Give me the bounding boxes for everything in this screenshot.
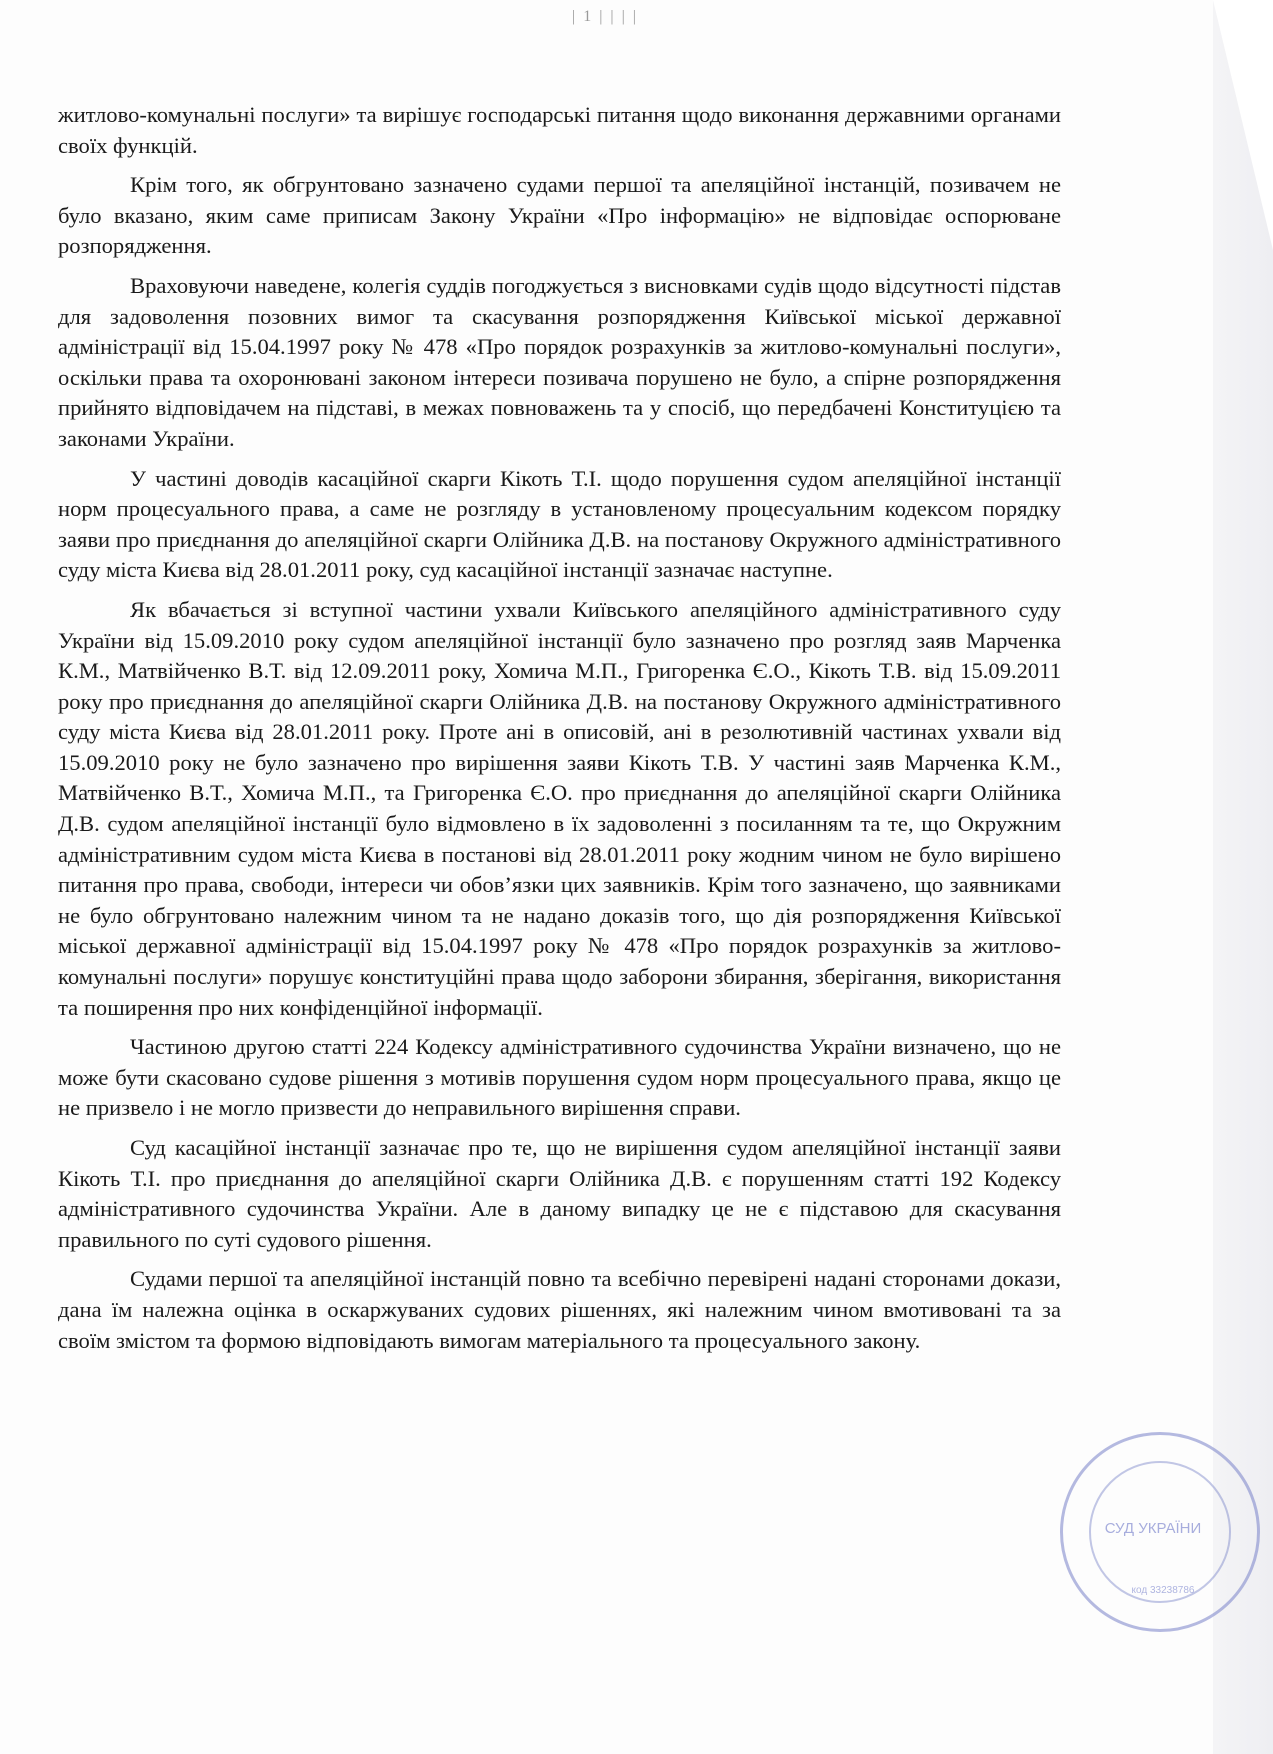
seal-code: код 33238786	[1131, 1585, 1195, 1596]
page-header-mark: | 1 | | | |	[571, 8, 638, 25]
paragraph: Як вбачається зі вступної частини ухвали Київського апеляційного адміністративного суду України від 15.09.2010 року судом апеляційної інстанції було зазначено про розгляд заяв Марченка К.М., Матвійченко В.Т. від 12.09.2011 року, Хомича М.П., Григоренка Є.О., Кікоть Т.В. від 15.09.2011 року про приєднання до апеляційної скарги Олійника Д.В. на постанову Окружного адміністративного суду міста Києва від 28.01.2011 року. Проте ані в описовій, ані в резолютивній частинах ухвали від 15.09.2010 року не було зазначено про вирішення заяви Кікоть Т.В. У частині заяв Марченка К.М., Матвійченко В.Т., Хомича М.П., та Григоренка Є.О. про приєднання до апеляційної скарги Олійника Д.В. судом апеляційної інстанції було відмовлено в їх задоволенні з посиланням та те, що Окружним адміністративним судом міста Києва в постанові від 28.01.2011 року жодним чином не було вирішено питання про права, свободи, інтереси чи обов’язки цих заявників. Крім того зазначено, що заявниками не було обгрунтовано належним чином та не надано доказів того, що дія розпорядження Київської міської державної адміністрації від 15.04.1997 року № 478 «Про порядок розрахунків за житлово-комунальні послуги» порушує конституційні права щодо заборони збирання, зберігання, використання та поширення про них конфіденційної інформації.	[58, 596, 1061, 1020]
paragraph: Крім того, як обгрунтовано зазначено судами першої та апеляційної інстанцій, позивачем не було вказано, яким саме приписам Закону України «Про інформацію» не відповідає оспорюване розпорядження.	[58, 172, 1061, 259]
paragraph: У частині доводів касаційної скарги Кікоть Т.І. щодо порушення судом апеляційної інстанції норм процесуального права, а саме не розгляду в установленому процесуальним кодексом порядку заяви про приєднання до апеляційної скарги Олійника Д.В. на постанову Окружного адміністративного суду міста Києва від 28.01.2011 року, суд касаційної інстанції зазначає наступне.	[58, 465, 1061, 583]
paragraph: Суд касаційної інстанції зазначає про те, що не вирішення судом апеляційної інстанції заяви Кікоть Т.І. про приєднання до апеляційної скарги Олійника Д.В. є порушенням статті 192 Кодексу адміністративного судочинства України. Але в даному випадку це не є підставою для скасування правильного по суті судового рішення.	[58, 1135, 1061, 1252]
paragraph: Судами першої та апеляційної інстанцій повно та всебічно перевірені надані сторонами докази, дана їм належна оцінка в оскаржуваних судових рішеннях, які належним чином вмотивовані та за своїм змістом та формою відповідають вимогам матеріального та процесуального закону.	[58, 1266, 1061, 1353]
paragraph: житлово-комунальні послуги» та вирішує господарські питання щодо виконання державними органами своїх функцій.	[58, 102, 1061, 158]
paragraph: Частиною другою статті 224 Кодексу адміністративного судочинства України визначено, що не може бути скасовано судове рішення з мотивів порушення судом норм процесуального права, якщо це не призвело і не могло призвести до неправильного вирішення справи.	[58, 1034, 1061, 1121]
seal-text: СУД УКРАЇНИ	[1104, 1520, 1202, 1537]
paragraph: Враховуючи наведене, колегія суддів погоджується з висновками судів щодо відсутності підстав для задоволення позовних вимог та скасування розпорядження Київської міської державної адміністрації від 15.04.1997 року № 478 «Про порядок розрахунків за житлово-комунальні послуги», оскільки права та охоронювані законом інтереси позивача порушено не було, а спірне розпорядження прийнято відповідачем на підставі, в межах повноважень та у спосіб, що передбачені Конституцією та законами України.	[58, 272, 1061, 451]
folded-corner	[1213, 0, 1273, 250]
document-body	[58, 100, 1061, 1365]
court-seal-stamp	[1060, 1432, 1260, 1632]
